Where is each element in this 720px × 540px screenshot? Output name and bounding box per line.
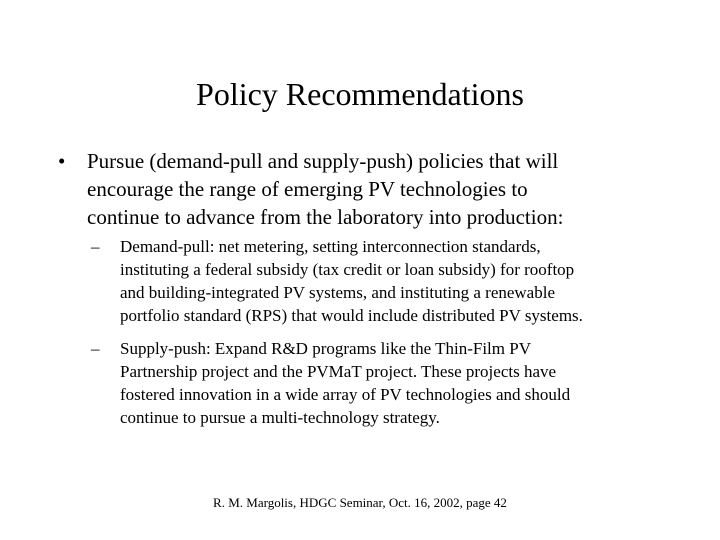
sub-bullet-line: and building-integrated PV systems, and instituting a renewable	[120, 283, 555, 302]
dash-marker: –	[91, 339, 100, 358]
sub-bullet-line: instituting a federal subsidy (tax credit or loan subsidy) for rooftop	[120, 260, 575, 279]
main-bullet-line: Pursue (demand-pull and supply-push) policies that will	[87, 149, 559, 173]
sub-bullet-text	[120, 235, 680, 327]
bullet-marker: •	[58, 149, 66, 173]
main-bullet-line: encourage the range of emerging PV technologies to	[87, 177, 528, 201]
sub-bullet-line: Partnership project and the PVMaT project. These projects have	[120, 362, 557, 381]
slide-footer: R. M. Margolis, HDGC Seminar, Oct. 16, 2002, page 42	[213, 495, 507, 510]
sub-bullet-line: continue to pursue a multi-technology strategy.	[120, 408, 440, 427]
sub-bullet-line: Demand-pull: net metering, setting interconnection standards,	[120, 237, 541, 256]
sub-bullet-line: fostered innovation in a wide array of PV technologies and should	[120, 385, 571, 404]
sub-bullet-line: Supply-push: Expand R&D programs like the Thin-Film PV	[120, 339, 531, 358]
main-bullet-text	[87, 147, 687, 231]
main-bullet-line: continue to advance from the laboratory into production:	[87, 205, 564, 229]
sub-bullet-line: portfolio standard (RPS) that would include distributed PV systems.	[120, 306, 583, 325]
sub-bullet-text	[120, 337, 680, 429]
dash-marker: –	[91, 237, 100, 256]
slide-title: Policy Recommendations	[196, 76, 524, 112]
